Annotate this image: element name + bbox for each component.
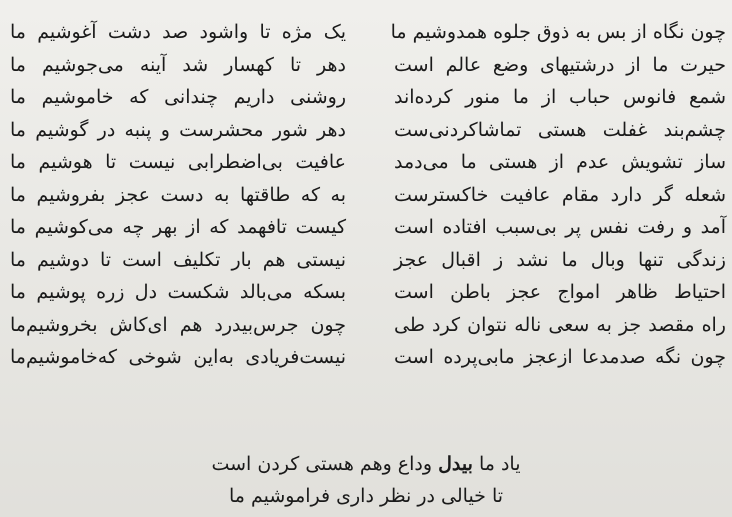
verse-left-hemistich: چون جرس‌بیدرد هم ای‌کاش بخروشیم‌ما <box>10 313 346 336</box>
verse-right-hemistich: شعله گر دارد مقام عافیت خاکسترست <box>394 183 726 206</box>
verse-row <box>0 16 732 49</box>
verse-right-hemistich: آمد و رفت نفس پر بی‌سبب افتاده است <box>394 216 726 238</box>
verse-row <box>0 244 732 277</box>
verse-row <box>0 211 732 244</box>
verse-row <box>0 49 732 82</box>
verse-left-hemistich: نیستی هم بار تکلیف است تا دوشیم ما <box>10 248 346 271</box>
poem-body <box>0 16 732 374</box>
verse-left-hemistich: نیست‌فریادی به‌این شوخی که‌خاموشیم‌ما <box>10 346 346 368</box>
verse-left-hemistich: بسکه می‌بالد شکست دل زره پوشیم ما <box>10 281 346 303</box>
closing-couplet <box>0 448 732 512</box>
verse-right-hemistich: چون نگاه از بس به ذوق جلوه همدوشیم ما <box>390 21 726 43</box>
verse-left-hemistich: دهر تا کهسار شد آینه می‌جوشیم ما <box>10 53 346 76</box>
verse-right-hemistich: چشم‌بند غفلت هستی تماشاکردنی‌ست <box>394 118 726 141</box>
poet-name: بیدل <box>438 453 473 475</box>
verse-right-hemistich: چون نگه صدمدعا ازعجز مابی‌پرده است <box>394 346 726 368</box>
verse-left-hemistich: به که طاقتها به دست عجز بفروشیم ما <box>10 183 346 206</box>
verse-row <box>0 276 732 309</box>
verse-row <box>0 309 732 342</box>
verse-row <box>0 146 732 179</box>
verse-row <box>0 81 732 114</box>
verse-left-hemistich: یک مژه تا واشود صد دشت آغوشیم ما <box>10 21 346 43</box>
verse-left-hemistich: کیست تافهمد که از بهر چه می‌کوشیم ما <box>10 216 346 238</box>
couplet-line-2: تا خیالی در نظر داری فراموشیم ما <box>228 485 504 507</box>
verse-right-hemistich: راه مقصد جز به سعی ناله نتوان کرد طی <box>394 313 726 336</box>
couplet-line-1-start: یاد ما <box>472 453 521 475</box>
verse-right-hemistich: احتیاط ظاهر امواج عجز باطن است <box>394 281 726 303</box>
verse-right-hemistich: شمع فانوس حباب از ما منور کرده‌اند <box>394 86 726 108</box>
verse-row <box>0 341 732 374</box>
verse-row <box>0 179 732 212</box>
verse-left-hemistich: روشنی داریم چندانی که خاموشیم ما <box>10 86 346 108</box>
couplet-line-1 <box>140 448 592 480</box>
verse-right-hemistich: ساز تشویش عدم از هستی ما می‌دمد <box>394 151 726 173</box>
verse-row <box>0 114 732 147</box>
verse-right-hemistich: حیرت ما از درشتیهای وضع عالم است <box>394 53 726 76</box>
verse-right-hemistich: زندگی تنها وبال ما نشد ز اقبال عجز <box>394 248 726 271</box>
verse-left-hemistich: عافیت بی‌اضطرابی نیست تا هوشیم ما <box>10 151 346 173</box>
verse-left-hemistich: دهر شور محشرست و پنبه در گوشیم ما <box>10 118 346 141</box>
couplet-line-1-end: وداع وهم هستی کردن است <box>211 453 439 475</box>
